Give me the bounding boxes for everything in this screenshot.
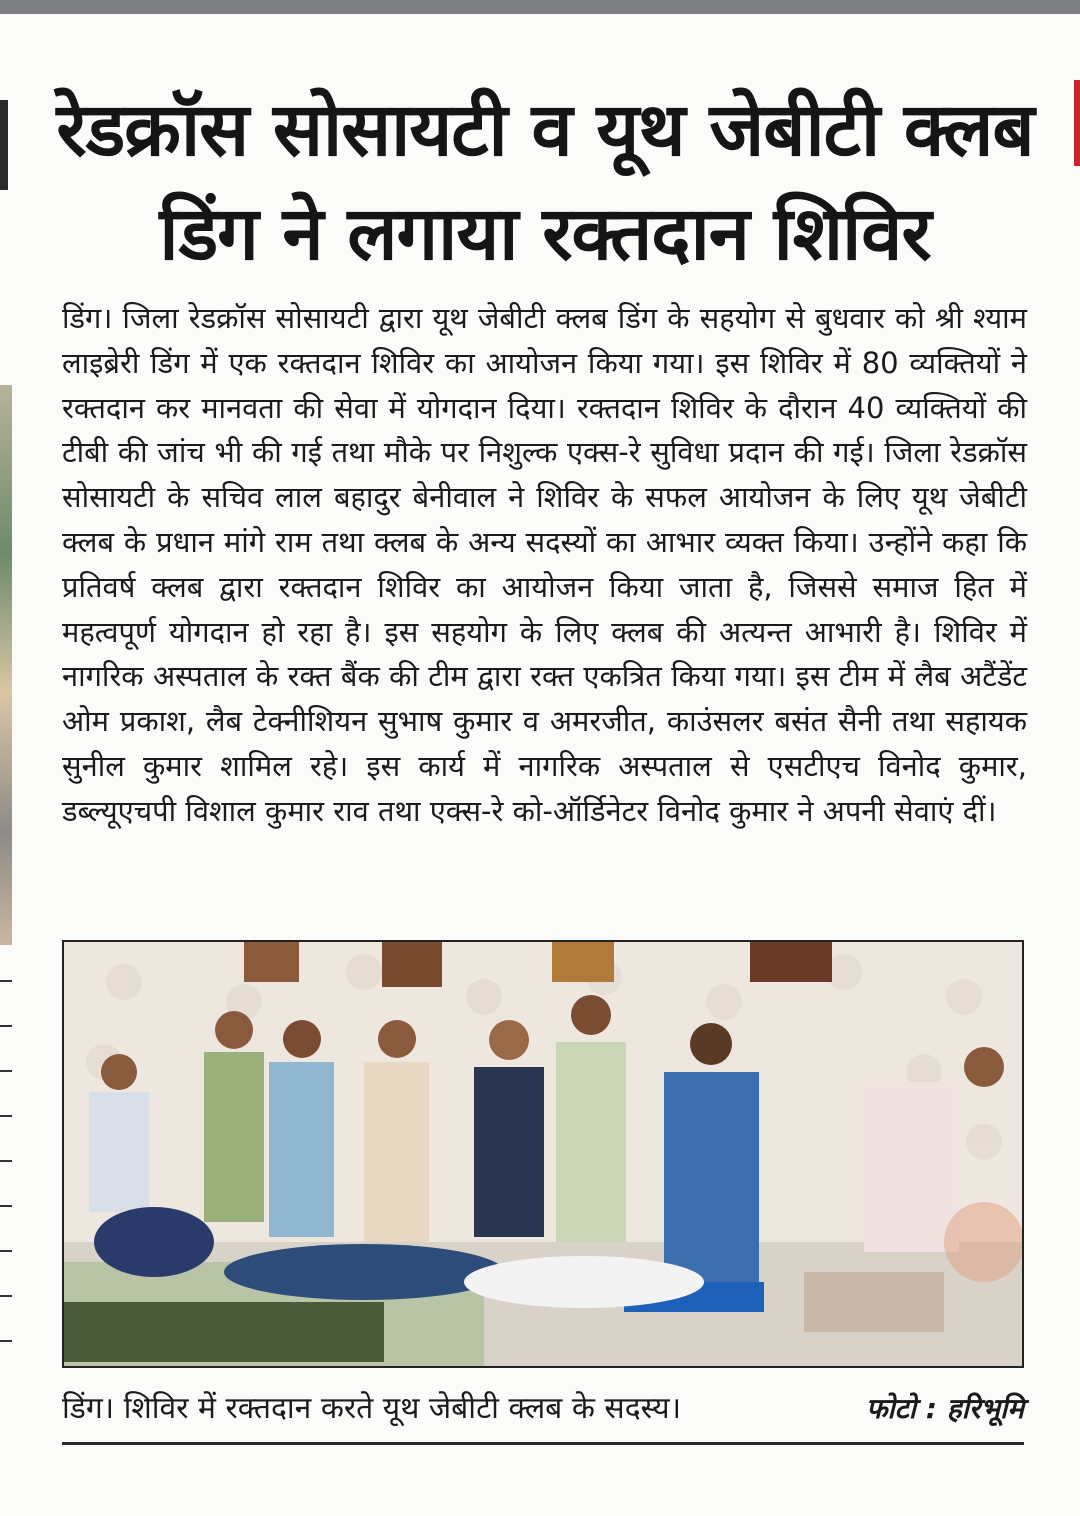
article-body: डिंग। जिला रेडक्रॉस सोसायटी द्वारा यूथ जेबीटी क्लब डिंग के सहयोग से बुधवार को श्री श्याम लाइब्रेरी डिंग में एक रक्तदान शिविर का आयोजन किया गया। इस शिविर में 80 व्यक्तियों ने रक्तदान कर मानवता की सेवा में योगदान दिया। रक्तदान शिविर के दौरान 40 व्यक्तियों की टीबी की जांच भी की गई तथा मौके पर निशुल्क एक्स-रे सुविधा प्रदान की गई। जिला रेडक्रॉस सोसायटी के सचिव लाल बहादुर बेनीवाल ने शिविर के सफल आयोजन के लिए यूथ जेबीटी क्लब के प्रधान मांगे राम तथा क्लब के अन्य सदस्यों का आभार व्यक्त किया। उन्होंने कहा कि प्रतिवर्ष क्लब द्वारा रक्तदान शिविर का आयोजन किया जाता है, जिससे समाज हित में महत्वपूर्ण योगदान हो रहा है। इस सहयोग के लिए क्लब की अत्यन्त आभारी है। शिविर में नागरिक अस्पताल के रक्त बैंक की टीम द्वारा रक्त एकत्रित किया गया। इस टीम में लैब अटैंडेंट ओम प्रकाश, लैब टेक्नीशियन सुभाष कुमार व अमरजीत, काउंसलर बसंत सैनी तथा सहायक सुनील कुमार शामिल रहे। इस कार्य में नागरिक अस्पताल से एसटीएच विनोद कुमार, डब्ल्यूएचपी विशाल कुमार राव तथा एक्स-रे को-ऑर्डिनेटर विनोद कुमार ने अपनी सेवाएं दीं। (62, 301, 1027, 828)
headline-line-2: डिंग ने लगाया रक्तदान शिविर (159, 191, 931, 277)
headline (40, 78, 1050, 286)
adjacent-text-fragment (0, 1250, 12, 1252)
adjacent-text-fragment (0, 1025, 12, 1027)
adjacent-accent-bar (1074, 80, 1080, 166)
photo-caption-row (62, 1386, 1024, 1436)
adjacent-text-fragment (0, 1070, 12, 1072)
adjacent-text-fragment (0, 980, 12, 982)
caption-rule (62, 1442, 1024, 1445)
adjacent-text-fragment (0, 1160, 12, 1162)
top-rule (0, 0, 1080, 14)
headline-line-1: रेडक्रॉस सोसायटी व यूथ जेबीटी क्लब (56, 87, 1034, 173)
adjacent-photo-fragment (0, 385, 12, 945)
adjacent-text-fragment (0, 1295, 12, 1297)
photo-credit: फोटो : हरिभूमि (865, 1392, 1024, 1425)
adjacent-headline-fragment (0, 100, 8, 190)
news-photo (62, 940, 1024, 1368)
photo-caption: डिंग। शिविर में रक्तदान करते यूथ जेबीटी क्लब के सदस्य। (62, 1391, 682, 1426)
adjacent-column-fragment (0, 90, 14, 1510)
blood-donation-camp-photo (64, 942, 1022, 1366)
adjacent-text-fragment (0, 1115, 12, 1117)
adjacent-text-fragment (0, 1340, 12, 1342)
adjacent-text-fragment (0, 1205, 12, 1207)
